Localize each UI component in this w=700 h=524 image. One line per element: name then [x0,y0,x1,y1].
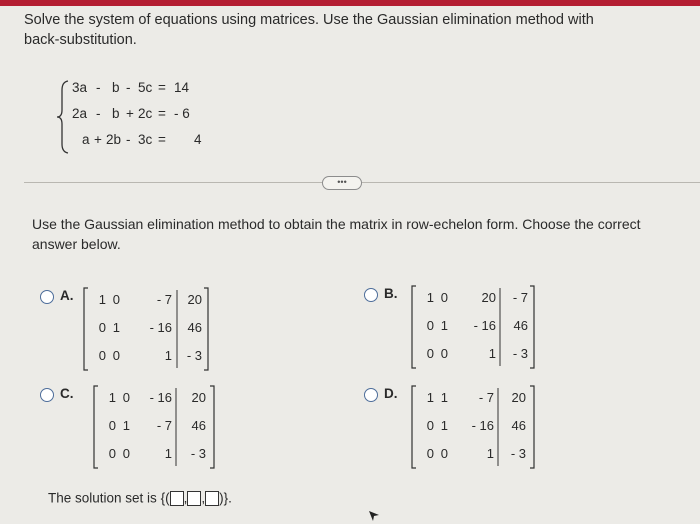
matrix-cell: 46 [187,320,202,335]
matrix-cell: - 16 [471,418,494,433]
matrix-cell: 1 [440,418,448,433]
matrix-cell: 0 [112,348,120,363]
problem-statement [24,10,664,50]
matrix-cell: 46 [511,418,526,433]
matrix-cell: 0 [122,446,130,461]
option-b-matrix [410,284,536,370]
option-a-radio[interactable] [40,290,54,304]
option-b-letter: B. [384,286,398,301]
matrix-cell: 0 [426,446,434,461]
option-a-matrix [82,286,210,372]
matrix-cell: 0 [98,348,106,363]
equation-system [56,80,206,154]
matrix-cell: 1 [426,390,434,405]
solution-period: . [228,490,232,506]
separator: , [183,490,188,506]
matrix-cell: 1 [440,318,448,333]
matrix-cell: 1 [488,346,496,361]
matrix-cell: 1 [112,320,120,335]
solution-close: )} [219,490,229,506]
matrix-cell: 0 [108,446,116,461]
matrix-cell: - 3 [512,346,528,361]
matrix-cell: 0 [426,346,434,361]
question-line-2: answer below. [32,236,121,252]
left-brace [56,80,70,154]
matrix-cell: - 7 [512,290,528,305]
answer-c-input[interactable] [205,491,219,506]
option-a[interactable] [40,286,220,372]
problem-line-1: Solve the system of equations using matrices. Use the Gaussian elimination method with [24,12,594,28]
matrix-cell: - 3 [510,446,526,461]
option-a-letter: A. [60,288,74,303]
top-accent-bar [0,0,700,6]
section-divider [24,182,700,183]
matrix-cell: 20 [511,390,526,405]
matrix-cell: 46 [513,318,528,333]
matrix-cell: - 16 [149,320,172,335]
option-c-matrix [92,384,216,470]
expand-more-button[interactable]: ••• [322,176,362,190]
option-c[interactable] [40,384,224,470]
problem-line-2: back-substitution. [24,32,137,48]
matrix-cell: 1 [108,390,116,405]
mouse-cursor-icon [368,510,380,522]
matrix-cell: 0 [122,390,130,405]
option-c-letter: C. [60,386,74,401]
solution-set [48,487,232,509]
matrix-cell: - 7 [156,418,172,433]
matrix-cell: - 7 [156,292,172,307]
matrix-cell: 1 [164,446,172,461]
separator: , [201,490,206,506]
matrix-cell: 1 [426,290,434,305]
equation-row: a + 2b - 3c = 4 [82,132,202,147]
matrix-cell: - 16 [473,318,496,333]
option-d[interactable] [364,384,540,470]
option-b-radio[interactable] [364,288,378,302]
matrix-cell: 20 [187,292,202,307]
matrix-cell: - 3 [190,446,206,461]
solution-open: {( [160,490,170,506]
matrix-cell: 0 [98,320,106,335]
matrix-cell: 1 [486,446,494,461]
matrix-cell: 0 [440,346,448,361]
equation-row: 3a - b - 5c = 14 [72,80,190,95]
matrix-cell: 1 [98,292,106,307]
option-d-matrix [410,384,536,470]
answer-b-input[interactable] [187,491,201,506]
matrix-cell: - 3 [186,348,202,363]
matrix-cell: 46 [191,418,206,433]
answer-a-input[interactable] [170,491,184,506]
matrix-cell: 0 [426,418,434,433]
option-d-radio[interactable] [364,388,378,402]
option-b[interactable] [364,284,540,370]
matrix-cell: 0 [426,318,434,333]
matrix-cell: 1 [440,390,448,405]
matrix-cell: - 16 [149,390,172,405]
matrix-cell: 0 [112,292,120,307]
matrix-cell: 20 [481,290,496,305]
matrix-cell: 20 [191,390,206,405]
equation-row: 2a - b + 2c = - 6 [72,106,190,121]
matrix-cell: 1 [164,348,172,363]
question-text [32,214,682,254]
option-c-radio[interactable] [40,388,54,402]
matrix-cell: 0 [440,446,448,461]
matrix-cell: 0 [108,418,116,433]
question-line-1: Use the Gaussian elimination method to obtain the matrix in row-echelon form. Choose the correct [32,216,641,232]
solution-label: The solution set is [48,490,157,506]
matrix-cell: 1 [122,418,130,433]
matrix-cell: 0 [440,290,448,305]
matrix-cell: - 7 [478,390,494,405]
option-d-letter: D. [384,386,398,401]
